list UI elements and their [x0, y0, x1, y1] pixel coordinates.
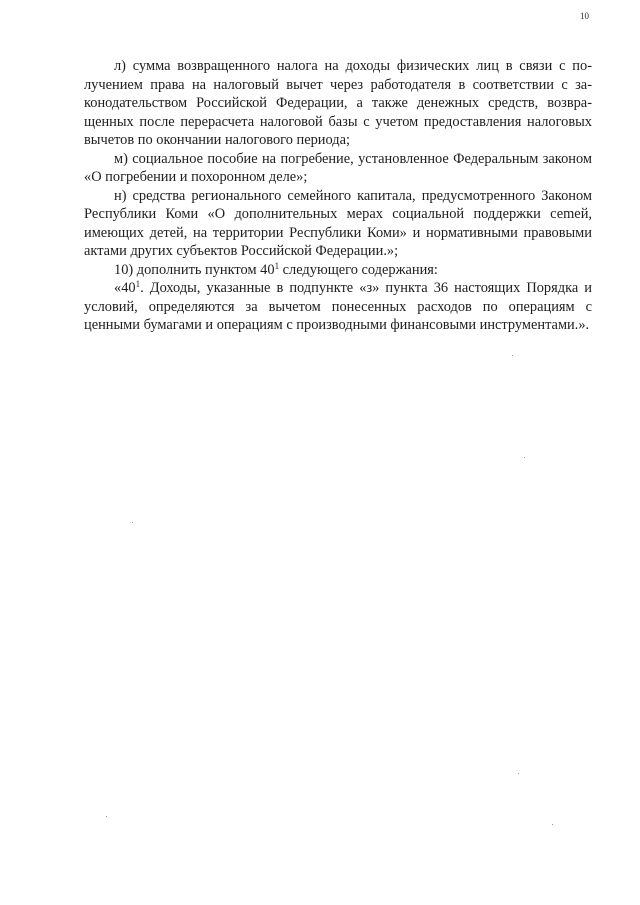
scan-speck: [106, 816, 107, 817]
scan-speck: [524, 457, 525, 458]
item-40-1-superscript: 1: [135, 279, 141, 289]
scan-speck: [518, 773, 519, 774]
item-10-text-after: следующего содержания:: [279, 261, 438, 278]
document-body: [84, 57, 592, 335]
scan-speck: [512, 355, 513, 356]
item-40-1-text-after: . Доходы, указанные в подпункте «з» пункта 36 настоящих Порядка и условий, определяются за вычетом понесенных расходов по операциям с ценными бумагами и операциям с производными финансовыми инструментами.».: [84, 280, 592, 333]
paragraph-item-10: [84, 261, 592, 280]
paragraph-n: н) средства регионального семейного капитала, предусмотренного Законом Республики Коми «О дополнительных мерах социальной поддержки сеmей, имеющих детей, на территории Республики Коми» и нормативными правовыми актами других субъектов Российской Федерации.»;: [84, 187, 592, 259]
paragraph-m: м) социальное пособие на погребение, установленное Федеральным законом «О погребении и похоронном деле»;: [84, 150, 592, 185]
page-number: 10: [580, 11, 589, 21]
paragraph-l: л) сумма возвращенного налога на доходы физических лиц в связи с получением права на налоговый вычет через работодателя в соответствии с законодательством Российской Федерации, а также денежных средств, возвращенных после перерасчета налоговой базы с учетом предоставления налоговых вычетов по окончании налогового периода;: [84, 58, 592, 148]
scan-speck: [552, 824, 553, 825]
item-10-superscript: 1: [274, 260, 280, 271]
paragraph-item-40-1: [84, 279, 592, 335]
item-10-text-before: 10) дополнить пунктом 40: [114, 261, 275, 278]
scan-speck: [132, 522, 133, 523]
item-40-1-text-before: «40: [114, 280, 136, 296]
